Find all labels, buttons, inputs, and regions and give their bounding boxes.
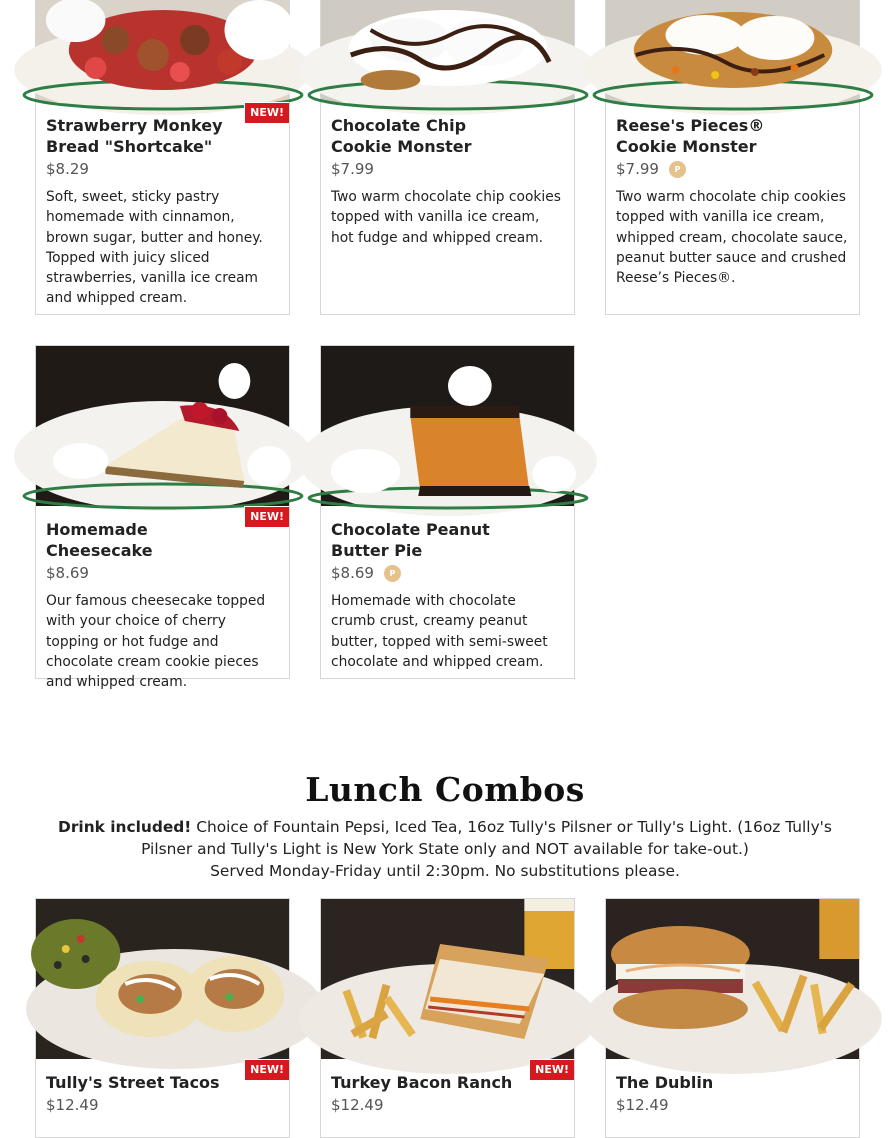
menu-item-card[interactable] — [320, 345, 575, 679]
menu-item-card[interactable] — [35, 898, 290, 1138]
item-price: $8.29 — [46, 160, 89, 178]
item-price: $12.49 — [616, 1096, 669, 1114]
food-photo-reeses-pieces-cookie-monster[interactable] — [606, 0, 859, 102]
item-name[interactable]: Homemade Cheesecake — [46, 520, 153, 560]
item-description: Two warm chocolate chip cookies topped with vanilla ice cream, whipped cream, chocolate sauce, peanut butter sauce and crushed Reese’s Pieces®. — [616, 189, 848, 287]
menu-item-card[interactable] — [320, 898, 575, 1138]
new-badge: NEW! — [244, 1059, 289, 1081]
food-photo-strawberry-monkey-bread[interactable] — [36, 0, 289, 102]
food-photo-turkey-bacon-ranch[interactable] — [321, 899, 574, 1059]
item-name[interactable]: Strawberry Monkey Bread "Shortcake" — [46, 116, 223, 156]
item-price: $7.99 — [331, 160, 374, 178]
item-price: $12.49 — [331, 1096, 384, 1114]
item-price: $8.69 — [46, 564, 89, 582]
item-name[interactable]: Reese's Pieces® Cookie Monster — [616, 116, 765, 156]
section-note-hours: Served Monday-Friday until 2:30pm. No substitutions please. — [210, 862, 680, 880]
peanut-icon: P — [384, 565, 401, 582]
food-photo-chocolate-chip-cookie-monster[interactable] — [321, 0, 574, 102]
item-description: Homemade with chocolate crumb crust, creamy peanut butter, topped with semi-sweet chocolate and whipped cream. — [331, 593, 548, 670]
item-price: $8.69 — [331, 564, 374, 582]
new-badge: NEW! — [244, 506, 289, 528]
section-note-text: Choice of Fountain Pepsi, Iced Tea, 16oz Tully's Pilsner or Tully's Light. (16oz Tully's Pilsner and Tully's Light is New York State only and NOT available for take-out.) — [141, 818, 832, 858]
food-photo-homemade-cheesecake[interactable] — [36, 346, 289, 506]
item-description: Soft, sweet, sticky pastry homemade with cinnamon, brown sugar, butter and honey. Topped with juicy sliced strawberries, vanilla ice cream and whipped cream. — [46, 189, 263, 307]
menu-item-card[interactable] — [35, 345, 290, 691]
item-description: Two warm chocolate chip cookies topped with vanilla ice cream, hot fudge and whipped cream. — [331, 189, 561, 246]
peanut-icon: P — [669, 161, 686, 178]
menu-item-card[interactable] — [320, 0, 575, 315]
item-name[interactable]: Chocolate Peanut Butter Pie — [331, 520, 490, 560]
food-photo-chocolate-peanut-butter-pie[interactable] — [321, 346, 574, 506]
food-photo-the-dublin[interactable] — [606, 899, 859, 1059]
menu-item-card[interactable] — [35, 0, 290, 315]
section-title: Lunch Combos — [305, 770, 585, 809]
section-note-bold: Drink included! — [58, 818, 192, 836]
menu-item-card[interactable] — [605, 0, 860, 315]
item-name[interactable]: Tully's Street Tacos — [46, 1073, 220, 1092]
menu-item-card[interactable] — [605, 898, 860, 1138]
new-badge: NEW! — [529, 1059, 574, 1081]
new-badge: NEW! — [244, 102, 289, 124]
item-name[interactable]: Chocolate Chip Cookie Monster — [331, 116, 472, 156]
food-photo-street-tacos[interactable] — [36, 899, 289, 1059]
item-description: Our famous cheesecake topped with your choice of cherry topping or hot fudge and chocolate cream cookie pieces and whipped cream. — [46, 593, 266, 691]
item-price: $7.99 — [616, 160, 659, 178]
item-name[interactable]: The Dublin — [616, 1073, 714, 1092]
section-note — [40, 816, 850, 882]
item-price: $12.49 — [46, 1096, 99, 1114]
item-name[interactable]: Turkey Bacon Ranch — [331, 1073, 513, 1092]
